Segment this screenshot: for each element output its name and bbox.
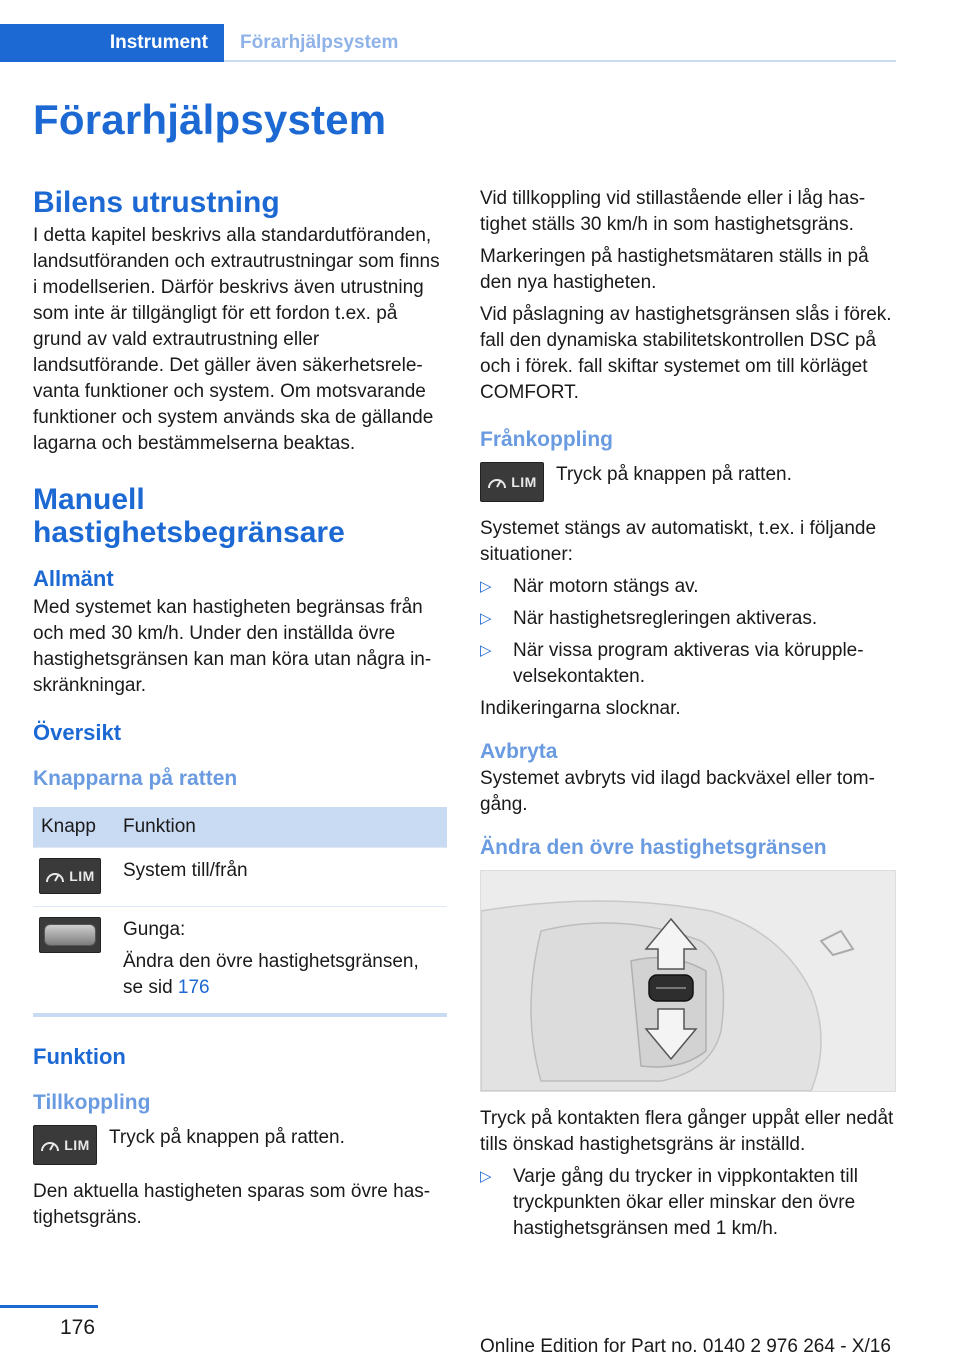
triangle-bullet-icon: ▷ — [480, 610, 492, 627]
tab-instrument[interactable]: Instrument — [0, 24, 224, 62]
paragraph-change: Tryck på kontakten flera gånger uppåt eller nedåt tills önskad hastighetsgräns är inställd. — [480, 1108, 894, 1155]
auto-off-list — [480, 574, 896, 690]
paragraph-speedometer-mark: Markeringen på hastighetsmätaren ställs in på den nya hastigheten. — [480, 246, 869, 293]
heading-equipment: Bilens utrustning — [33, 186, 280, 219]
table-header-function: Funktion — [115, 807, 447, 848]
heading-overview: Översikt — [33, 720, 122, 745]
right-column — [480, 186, 896, 1248]
lim-button-icon — [39, 858, 101, 894]
deactivation-instruction — [480, 462, 896, 502]
activation-instruction — [33, 1125, 447, 1165]
footer-divider — [0, 1305, 98, 1308]
paragraph-equipment: I detta kapitel beskrivs alla standardutföranden, landsutföranden och extrautrustningar som finns i modellserien. Därför beskrivs även utrustning som inte är tillgängligt för ett fordon t.ex. på grund av vald extrautrustning eller landsutförande. Det gäller även säkerhetsrelevanta funktioner och system. Om motsvarande funktioner och system används ska de gällande lagarna och bestämmelserna beaktas. — [33, 225, 440, 454]
steering-wheel-illustration — [481, 871, 895, 1091]
lim-label: LIM — [69, 868, 95, 884]
heading-deactivation: Frånkoppling — [480, 428, 613, 451]
paragraph-standstill: Vid tillkoppling vid stillastående eller i låg hastighet ställs 30 km/h in som hastighetsgräns. — [480, 188, 866, 235]
table-cell-rocker-desc: Ändra den övre hastighetsgränsen, se sid — [123, 951, 419, 998]
paragraph-cancel: Systemet avbryts vid ilagd backväxel eller tomgång. — [480, 768, 875, 815]
triangle-bullet-icon: ▷ — [480, 1168, 492, 1185]
heading-speed-limiter: Manuell hastighetsbegränsare — [33, 483, 345, 549]
header-divider — [224, 60, 896, 62]
heading-cancel: Avbryta — [480, 740, 558, 763]
triangle-bullet-icon: ▷ — [480, 642, 492, 659]
table-header-row — [33, 807, 447, 848]
change-list — [480, 1164, 896, 1242]
table-row — [33, 907, 447, 1016]
speedometer-icon — [487, 474, 507, 490]
table-header-button: Knapp — [33, 807, 115, 848]
list-item: ▷ Varje gång du trycker in vippkontakten till tryckpunkten ökar eller minskar den övre hastighetsgränsen med 1 km/h. — [480, 1166, 858, 1239]
speedometer-icon — [45, 868, 65, 884]
lim-label: LIM — [64, 1137, 90, 1153]
heading-change-limit: Ändra den övre hastighetsgränsen — [480, 836, 827, 859]
heading-function: Funktion — [33, 1044, 126, 1069]
lim-button-icon — [33, 1125, 97, 1165]
activation-text: Tryck på knappen på ratten. — [109, 1127, 345, 1148]
rocker-switch-icon — [39, 917, 101, 953]
heading-activation: Tillkoppling — [33, 1091, 151, 1114]
heading-general: Allmänt — [33, 566, 114, 591]
page-title: Förarhjälpsystem — [33, 96, 387, 143]
buttons-table — [33, 807, 447, 1017]
speedometer-icon — [40, 1137, 60, 1153]
left-column — [33, 186, 447, 1237]
list-item: ▷ När hastighetsregleringen aktiveras. — [480, 606, 896, 632]
steering-wheel-rocker-image — [480, 870, 896, 1092]
lim-label: LIM — [511, 474, 537, 490]
table-cell-rocker-title: Gunga: — [123, 919, 186, 940]
paragraph-indicators: Indikeringarna slocknar. — [480, 698, 681, 719]
list-item: ▷ När vissa program aktiveras via körupplevelsekontakten. — [480, 640, 864, 687]
paragraph-auto-off: Systemet stängs av automatiskt, t.ex. i följande situationer: — [480, 518, 877, 565]
deactivation-text: Tryck på knappen på ratten. — [556, 464, 792, 485]
list-item: ▷ När motorn stängs av. — [480, 574, 896, 600]
edition-note: Online Edition for Part no. 0140 2 976 264 - X/16 — [480, 1336, 891, 1357]
page-number: 176 — [60, 1316, 96, 1339]
page-link[interactable]: 176 — [177, 977, 210, 998]
paragraph-general: Med systemet kan hastigheten begränsas från och med 30 km/h. Under den inställda övre hastighetsgränsen kan man köra utan några inskränkningar. — [33, 597, 432, 696]
table-cell-function: System till/från — [115, 848, 447, 907]
triangle-bullet-icon: ▷ — [480, 578, 492, 595]
page-header — [0, 24, 896, 62]
lim-button-icon — [480, 462, 544, 502]
paragraph-dsc: Vid påslagning av hastighetsgränsen slås i förek. fall den dynamiska stabilitetskontrollen DSC på och i förek. fall skiftar systemet om till körläget COMFORT. — [480, 304, 892, 403]
tab-driver-assistance[interactable]: Förarhjälpsystem — [240, 32, 399, 53]
paragraph-activation: Den aktuella hastigheten sparas som övre hastighetsgräns. — [33, 1181, 431, 1228]
table-row — [33, 848, 447, 907]
heading-wheel-buttons: Knapparna på ratten — [33, 767, 238, 790]
